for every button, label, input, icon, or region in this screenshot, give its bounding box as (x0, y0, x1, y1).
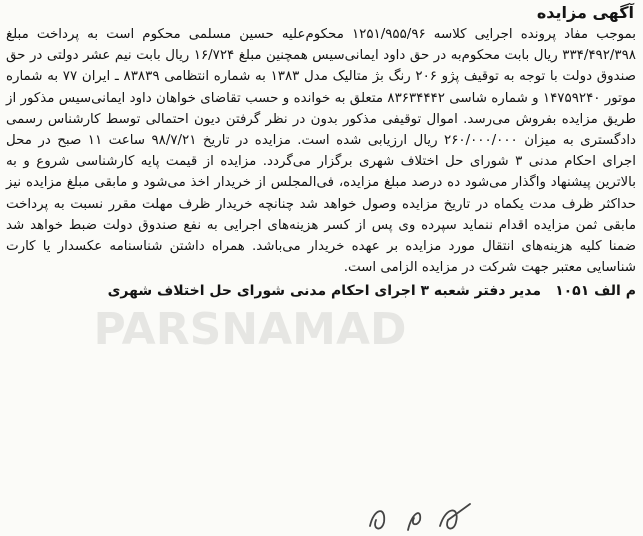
handwritten-note (360, 496, 490, 536)
notice-footer (6, 280, 636, 302)
notice-body: بموجب مفاد پرونده اجرایی کلاسه ۱۲۵۱/۹۵۵/۹۶ محکوم‌علیه حسین مسلمی محکوم است به پرداخت مبلغ ۳۳۴/۴۹۲/۳۹۸ ریال بابت محکوم‌به در حق داود ایمانی‌سیس همچنین مبلغ ۱۶/۷۲۴ ریال بابت نیم عشر دولتی در حق صندوق دولت با توجه به توقیف پژو ۲۰۶ رنگ بژ متالیک مدل ۱۳۸۳ به شماره انتظامی ۸۳۸۳۹ ـ ایران ۷۷ به شماره موتور ۱۴۷۵۹۲۴۰ و شماره شاسی ۸۳۶۳۴۴۴۲ متعلق به خوانده و حسب تقاضای خواهان داود ایمانی‌سیس مذکور از طریق مزایده بفروش می‌رسد. اموال توقیفی مذکور بدون در نظر گرفتن دیون احتمالی توسط کارشناس رسمی دادگستری به میزان ۲۶۰/۰۰۰/۰۰۰ ریال ارزیابی شده است. مزایده در تاریخ ۹۸/۷/۲۱ ساعت ۱۱ صبح در محل اجرای احکام مدنی ۳ شورای حل اختلاف شهری برگزار می‌گردد. مزایده از قیمت پایه کارشناسی شروع و به بالاترین پیشنهاد واگذار می‌شود ده درصد مبلغ مزایده، فی‌المجلس از خریدار اخذ می‌شود و مابقی مبلغ مزایده نیز حداکثر ظرف مدت یکماه در تاریخ مزایده وصول خواهد شد چنانچه خریدار ظرف مهلت مقرر نسبت به پرداخت مابقی ثمن مزایده اقدام ننماید سپرده وی پس از کسر هزینه‌های اجرایی به نفع صندوق دولت ضبط خواهد شد ضمنا کلیه هزینه‌های انتقال مورد مزایده بر عهده خریدار می‌باشد. همراه داشتن شناسنامه عکسدار یا کارت شناسایی معتبر جهت شرکت در مزایده الزامی است. (6, 27, 637, 276)
watermark-logo (70, 300, 430, 360)
auction-notice (6, 2, 636, 302)
notice-title: آگهی مزایده (536, 3, 634, 22)
notice-reference-number: م الف ۱۰۵۱ (555, 283, 636, 300)
notice-signer: مدیر دفتر شعبه ۳ اجرای احکام مدنی شورای حل اختلاف شهری (107, 283, 542, 300)
svg-text:PARSNAMAD: PARSNAMAD (93, 304, 407, 355)
